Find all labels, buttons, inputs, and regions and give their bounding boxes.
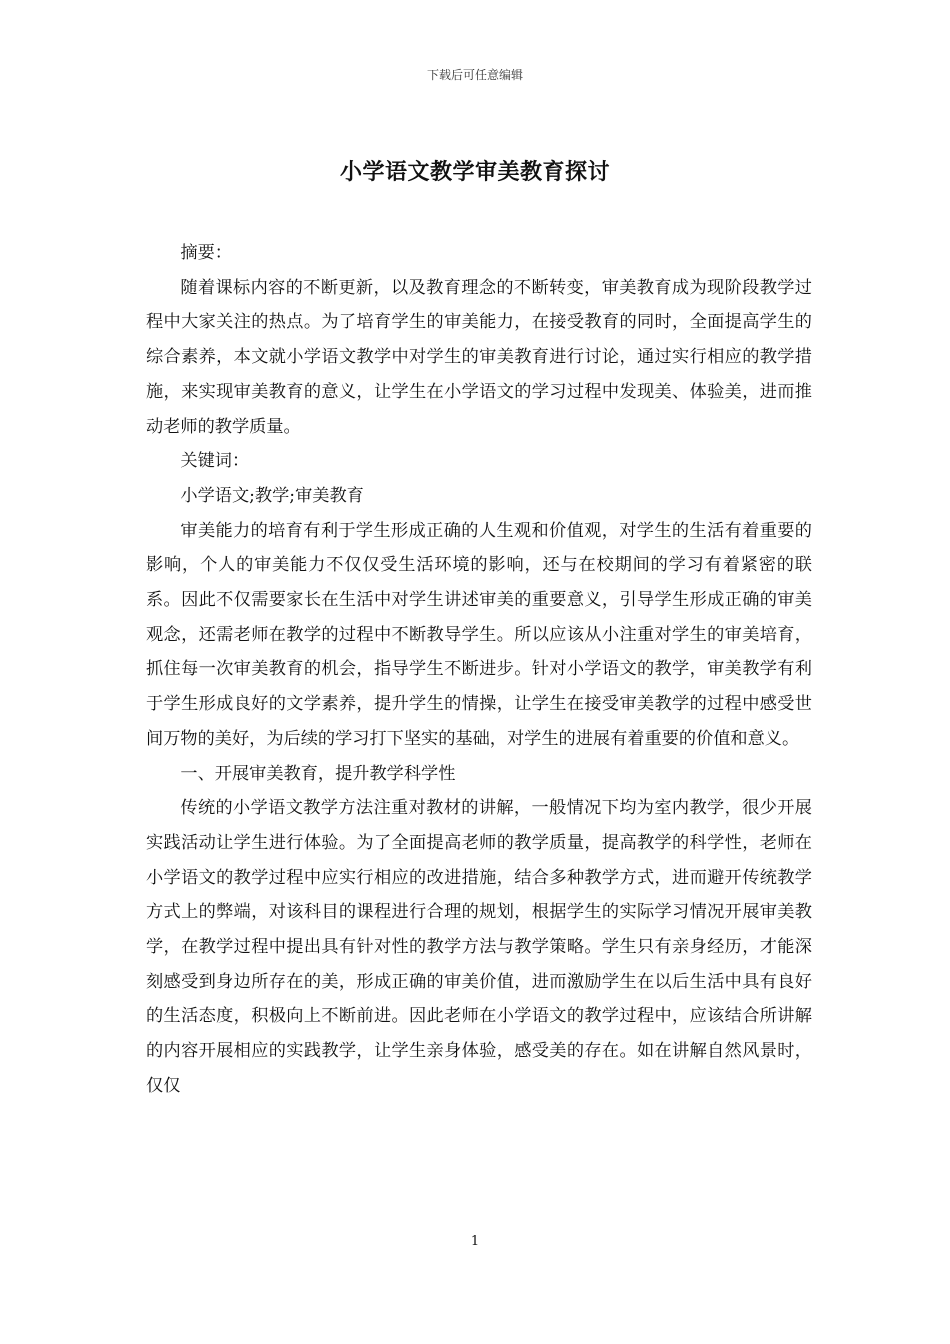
- page-header-note: 下载后可任意编辑: [426, 68, 523, 82]
- keywords-heading: 关键词：: [180, 451, 250, 472]
- body-paragraph: 传统的小学语文教学方法注重对教材的讲解，一般情况下均为室内教学，很少开展实践活动让学生进行体验。为了全面提高老师的教学质量，提高教学的科学性，老师在小学语文的教学过程中应实行相应的改进措施，结合多种教学方式，进而避开传统教学方式上的弊端，对该科目的课程进行合理的规划，根据学生的实际学习情况开展审美教学，在教学过程中提出具有针对性的教学方法与教学策略。学生只有亲身经历，才能深刻感受到身边所存在的美，形成正确的审美价值，进而激励学生在以后生活中具有良好的生活态度，积极向上不断前进。因此老师在小学语文的教学过程中，应该结合所讲解的内容开展相应的实践教学，让学生亲身体验，感受美的存在。如在讲解自然风景时，仅仅: [146, 798, 812, 1096]
- section-heading: 一、开展审美教育，提升教学科学性: [180, 763, 456, 784]
- keywords-list: 小学语文;教学;审美教育: [180, 485, 364, 506]
- document-title: 小学语文教学审美教育探讨: [339, 159, 610, 185]
- body-paragraph: 审美能力的培育有利于学生形成正确的人生观和价值观，对学生的生活有着重要的影响，个人的审美能力不仅仅受生活环境的影响，还与在校期间的学习有着紧密的联系。因此不仅需要家长在生活中对学生讲述审美的重要意义，引导学生形成正确的审美观念，还需老师在教学的过程中不断教导学生。所以应该从小注重对学生的审美培育，抓住每一次审美教育的机会，指导学生不断进步。针对小学语文的教学，审美教学有利于学生形成良好的文学素养，提升学生的情操，让学生在接受审美教学的过程中感受世间万物的美好，为后续的学习打下坚实的基础，对学生的进展有着重要的价值和意义。: [146, 520, 812, 749]
- abstract-heading: 摘要：: [180, 243, 232, 263]
- document-body: [146, 236, 812, 1104]
- abstract-paragraph: 随着课标内容的不断更新，以及教育理念的不断转变，审美教育成为现阶段教学过程中大家关注的热点。为了培育学生的审美能力，在接受教育的同时，全面提高学生的综合素养，本文就小学语文教学中对学生的审美教育进行讨论，通过实行相应的教学措施，来实现审美教育的意义，让学生在小学语文的学习过程中发现美、体验美，进而推动老师的教学质量。: [146, 277, 812, 437]
- page-number: 1: [470, 1234, 480, 1249]
